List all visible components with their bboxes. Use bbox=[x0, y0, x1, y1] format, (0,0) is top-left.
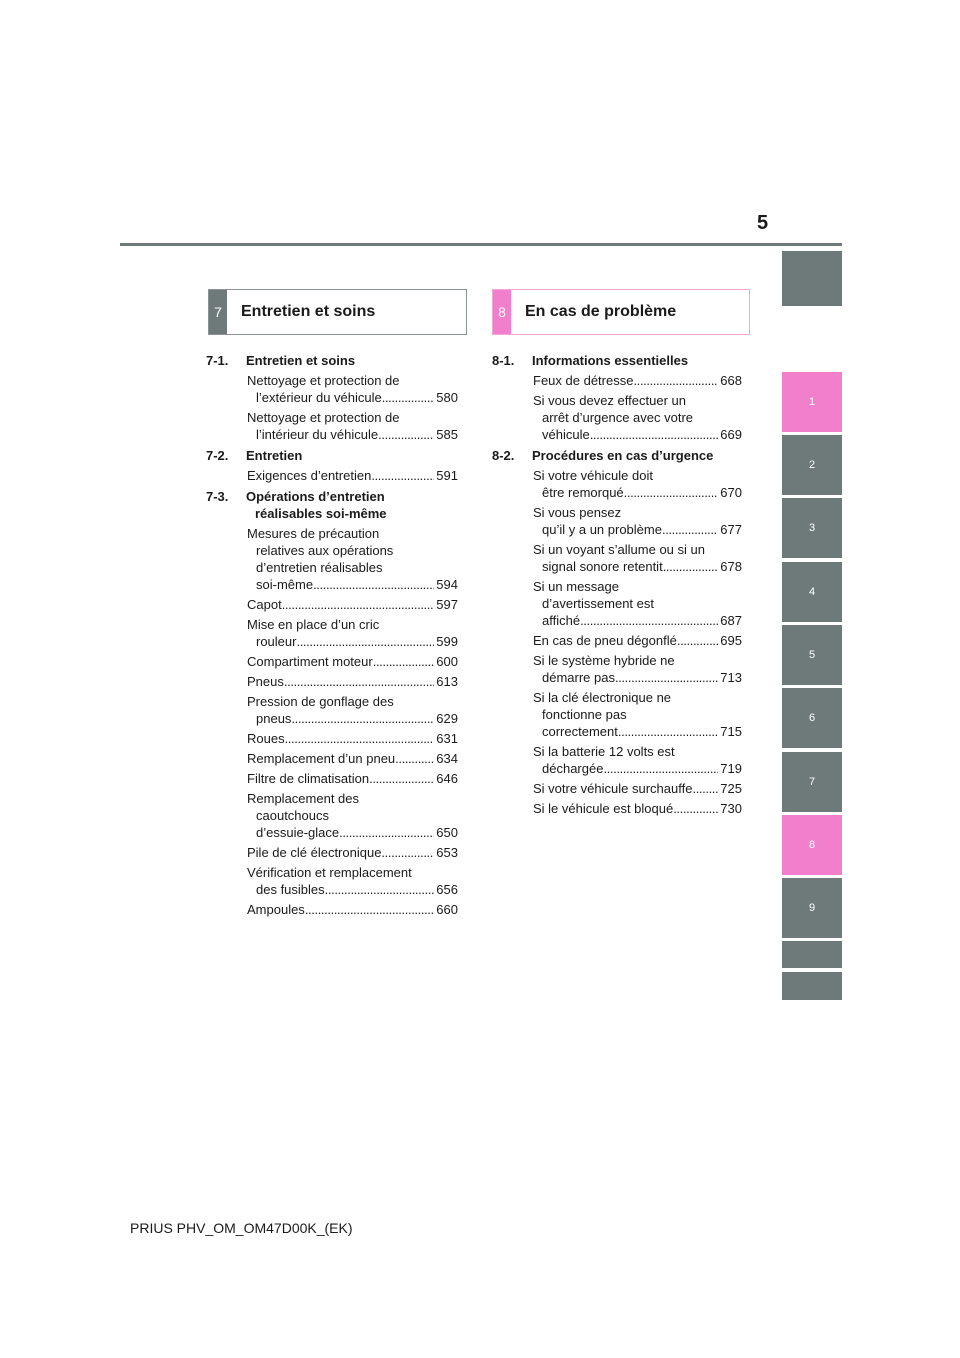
toc-entry-text: Roues bbox=[247, 731, 285, 746]
toc-entry-page: 713 bbox=[720, 670, 742, 685]
toc-leader-dots bbox=[633, 372, 718, 389]
toc-section-number: 7-1. bbox=[206, 353, 229, 368]
toc-leader-dots bbox=[378, 426, 434, 443]
toc-entry-line: arrêt d’urgence avec votre bbox=[542, 410, 694, 425]
toc-entry[interactable] bbox=[247, 525, 458, 593]
toc-entry-page: 585 bbox=[436, 427, 458, 442]
toc-entry-line: Si un message bbox=[533, 579, 619, 594]
toc-leader-dots bbox=[371, 467, 434, 484]
toc-entry[interactable] bbox=[247, 409, 458, 443]
toc-leader-dots bbox=[677, 632, 718, 649]
toc-section-heading bbox=[206, 488, 458, 522]
toc-entry[interactable] bbox=[533, 372, 742, 389]
toc-entry-text: être remorqué bbox=[542, 485, 624, 500]
toc-entry-line: Si le système hybride ne bbox=[533, 653, 675, 668]
chapter-tab-8[interactable]: 8 bbox=[782, 815, 842, 875]
toc-entry-line: Vérification et remplacement bbox=[247, 865, 412, 880]
toc-entry-page: 580 bbox=[436, 390, 458, 405]
toc-entry[interactable] bbox=[247, 730, 458, 747]
toc-leader-dots bbox=[673, 800, 718, 817]
toc-entry[interactable] bbox=[533, 743, 742, 777]
toc-entry-text: déchargée bbox=[542, 761, 604, 776]
toc-leader-dots bbox=[285, 730, 435, 747]
chapter-tab-7[interactable]: 7 bbox=[782, 752, 842, 812]
toc-entry[interactable] bbox=[247, 596, 458, 613]
toc-section-number: 8-1. bbox=[492, 353, 515, 368]
chapter-7-title: Entretien et soins bbox=[241, 303, 376, 320]
toc-entry-last-line bbox=[247, 770, 458, 787]
toc-entry-page: 669 bbox=[720, 427, 742, 442]
toc-entry-page: 594 bbox=[436, 577, 458, 592]
toc-entry-text: Feux de détresse bbox=[533, 373, 634, 388]
toc-section-heading bbox=[206, 447, 458, 464]
toc-entry-last-line bbox=[247, 881, 458, 898]
toc-entry[interactable] bbox=[533, 632, 742, 649]
toc-entry[interactable] bbox=[247, 616, 458, 650]
toc-entry-last-line bbox=[247, 633, 458, 650]
toc-entry-page: 646 bbox=[436, 771, 458, 786]
toc-leader-dots bbox=[692, 780, 718, 797]
toc-entry[interactable] bbox=[247, 467, 458, 484]
toc-entry-text: Exigences d’entretien bbox=[247, 468, 372, 483]
toc-section-title bbox=[246, 447, 458, 464]
toc-entry-text: Compartiment moteur bbox=[247, 654, 373, 669]
toc-leader-dots bbox=[284, 673, 434, 690]
toc-entry-line: Si vous devez effectuer un bbox=[533, 393, 686, 408]
toc-entry-page: 678 bbox=[720, 559, 742, 574]
toc-entry-last-line bbox=[247, 426, 458, 443]
toc-entry-page: 591 bbox=[436, 468, 458, 483]
toc-section-title-line: réalisables soi-même bbox=[255, 506, 387, 521]
toc-entry-text: rouleur bbox=[256, 634, 297, 649]
toc-entry-last-line bbox=[247, 750, 458, 767]
toc-entry-line: d’avertissement est bbox=[542, 596, 654, 611]
toc-entry-text: qu’il y a un problème bbox=[542, 522, 662, 537]
toc-section-heading bbox=[492, 447, 742, 464]
toc-section-heading bbox=[206, 352, 458, 369]
toc-entry-last-line bbox=[247, 653, 458, 670]
toc-leader-dots bbox=[305, 901, 434, 918]
toc-leader-dots bbox=[313, 576, 434, 593]
top-rule bbox=[120, 243, 842, 246]
toc-entry-text: l’intérieur du véhicule bbox=[256, 427, 379, 442]
chapter-tab-2[interactable]: 2 bbox=[782, 435, 842, 495]
toc-entry-line: Si votre véhicule doit bbox=[533, 468, 653, 483]
toc-entry-page: 653 bbox=[436, 845, 458, 860]
chapter-tab-4[interactable]: 4 bbox=[782, 562, 842, 622]
toc-entry-text: Filtre de climatisation bbox=[247, 771, 370, 786]
toc-entry[interactable] bbox=[533, 467, 742, 501]
toc-section-number: 7-3. bbox=[206, 489, 229, 504]
toc-entry-text: des fusibles bbox=[256, 882, 325, 897]
toc-entry-page: 597 bbox=[436, 597, 458, 612]
toc-entry[interactable] bbox=[247, 901, 458, 918]
toc-entry-page: 634 bbox=[436, 751, 458, 766]
toc-entry[interactable] bbox=[533, 800, 742, 817]
toc-leader-dots bbox=[382, 389, 435, 406]
toc-entry-page: 695 bbox=[720, 633, 742, 648]
toc-entry[interactable] bbox=[533, 504, 742, 538]
toc-leader-dots bbox=[624, 484, 719, 501]
chapter-tab-9[interactable]: 9 bbox=[782, 878, 842, 938]
toc-entry-last-line bbox=[533, 800, 742, 817]
chapter-8-title: En cas de problème bbox=[525, 303, 677, 320]
toc-leader-dots bbox=[662, 521, 718, 538]
toc-section-heading bbox=[492, 352, 742, 369]
toc-entry-last-line bbox=[533, 426, 742, 443]
toc-entry-last-line bbox=[247, 710, 458, 727]
toc-leader-dots bbox=[282, 596, 435, 613]
toc-leader-dots bbox=[663, 558, 719, 575]
toc-entry-last-line bbox=[533, 521, 742, 538]
chapter-7-number: 7 bbox=[209, 290, 227, 334]
toc-section-number: 7-2. bbox=[206, 448, 229, 463]
toc-leader-dots bbox=[580, 612, 718, 629]
toc-entry-page: 677 bbox=[720, 522, 742, 537]
toc-entry-page: 600 bbox=[436, 654, 458, 669]
toc-entry[interactable] bbox=[247, 372, 458, 406]
toc-entry-page: 670 bbox=[720, 485, 742, 500]
blank-tab[interactable] bbox=[782, 972, 842, 1000]
toc-entry-line: d’entretien réalisables bbox=[256, 560, 383, 575]
toc-entry-page: 687 bbox=[720, 613, 742, 628]
toc-section-title-line: Opérations d’entretien bbox=[246, 489, 385, 504]
toc-leader-dots bbox=[291, 710, 434, 727]
chapter-7-header[interactable] bbox=[208, 289, 467, 335]
toc-section-number: 8-2. bbox=[492, 448, 515, 463]
toc-entry[interactable] bbox=[247, 673, 458, 690]
toc-entry-text: d’essuie-glace bbox=[256, 825, 340, 840]
toc-entry-last-line bbox=[533, 760, 742, 777]
chapter-tab-5[interactable]: 5 bbox=[782, 625, 842, 685]
toc-entry-text: démarre pas bbox=[542, 670, 615, 685]
toc-entry[interactable] bbox=[247, 750, 458, 767]
chapter-tab-1[interactable]: 1 bbox=[782, 372, 842, 432]
toc-entry-page: 656 bbox=[436, 882, 458, 897]
toc-entry-page: 631 bbox=[436, 731, 458, 746]
toc-entry[interactable] bbox=[247, 844, 458, 861]
toc-leader-dots bbox=[373, 653, 435, 670]
toc-entry-last-line bbox=[247, 389, 458, 406]
toc-entry-line: Si la batterie 12 volts est bbox=[533, 744, 675, 759]
toc-leader-dots bbox=[618, 723, 718, 740]
toc-entry-last-line bbox=[533, 372, 742, 389]
toc-entry[interactable] bbox=[247, 770, 458, 787]
toc-entry-text: Ampoules bbox=[247, 902, 305, 917]
footer-document-code: PRIUS PHV_OM_OM47D00K_(EK) bbox=[130, 1220, 353, 1236]
toc-entry-text: Si le véhicule est bloqué bbox=[533, 801, 674, 816]
toc-entry-text: véhicule bbox=[542, 427, 590, 442]
toc-entry-line: Si la clé électronique ne bbox=[533, 690, 672, 705]
chapter-8-toc bbox=[492, 352, 742, 817]
toc-entry[interactable] bbox=[533, 780, 742, 797]
toc-entry-last-line bbox=[247, 844, 458, 861]
toc-entry-page: 599 bbox=[436, 634, 458, 649]
toc-entry[interactable] bbox=[533, 689, 742, 740]
chapter-tab-6[interactable]: 6 bbox=[782, 688, 842, 748]
toc-entry[interactable] bbox=[247, 693, 458, 727]
toc-entry-last-line bbox=[247, 467, 458, 484]
toc-entry[interactable] bbox=[533, 652, 742, 686]
toc-entry-page: 725 bbox=[720, 781, 742, 796]
toc-entry-line: relatives aux opérations bbox=[256, 543, 394, 558]
blank-tab[interactable] bbox=[782, 251, 842, 306]
toc-entry-page: 730 bbox=[720, 801, 742, 816]
chapter-8-number: 8 bbox=[493, 290, 511, 334]
chapter-7-toc bbox=[206, 352, 458, 918]
toc-entry-line: fonctionne pas bbox=[542, 707, 627, 722]
toc-entry-line: Pression de gonflage des bbox=[247, 694, 394, 709]
toc-entry-line: Si vous pensez bbox=[533, 505, 622, 520]
toc-entry-last-line bbox=[247, 824, 458, 841]
toc-entry-text: correctement bbox=[542, 724, 618, 739]
toc-entry-text: Si votre véhicule surchauffe bbox=[533, 781, 693, 796]
toc-section-title-line: Informations essentielles bbox=[532, 353, 689, 368]
toc-entry-line: Mesures de précaution bbox=[247, 526, 380, 541]
toc-entry-last-line bbox=[533, 723, 742, 740]
toc-leader-dots bbox=[381, 844, 434, 861]
toc-entry[interactable] bbox=[533, 578, 742, 629]
toc-entry-text: affiché bbox=[542, 613, 581, 628]
toc-entry-text: signal sonore retentit bbox=[542, 559, 663, 574]
toc-entry-text: Pneus bbox=[247, 674, 284, 689]
toc-section-title-line: Entretien et soins bbox=[246, 353, 356, 368]
toc-entry-text: pneus bbox=[256, 711, 292, 726]
toc-entry-line: Nettoyage et protection de bbox=[247, 373, 400, 388]
toc-leader-dots bbox=[395, 750, 434, 767]
toc-entry[interactable] bbox=[533, 541, 742, 575]
toc-entry-line: Mise en place d’un cric bbox=[247, 617, 380, 632]
toc-entry-page: 650 bbox=[436, 825, 458, 840]
toc-entry-text: soi-même bbox=[256, 577, 314, 592]
toc-leader-dots bbox=[296, 633, 434, 650]
toc-entry[interactable] bbox=[533, 392, 742, 443]
toc-section-title-line: Procédures en cas d’urgence bbox=[532, 448, 714, 463]
toc-entry-page: 660 bbox=[436, 902, 458, 917]
toc-entry-text: En cas de pneu dégonflé bbox=[533, 633, 677, 648]
toc-section-title-line: Entretien bbox=[246, 448, 303, 463]
toc-entry-last-line bbox=[247, 576, 458, 593]
toc-entry-last-line bbox=[247, 673, 458, 690]
toc-entry[interactable] bbox=[247, 864, 458, 898]
toc-entry-last-line bbox=[247, 730, 458, 747]
toc-entry-text: Remplacement d’un pneu bbox=[247, 751, 396, 766]
toc-section-title bbox=[246, 352, 458, 369]
toc-leader-dots bbox=[615, 669, 718, 686]
toc-entry-last-line bbox=[533, 558, 742, 575]
chapter-tab-3[interactable]: 3 bbox=[782, 498, 842, 558]
toc-entry-line: Si un voyant s’allume ou si un bbox=[533, 542, 705, 557]
toc-leader-dots bbox=[325, 881, 435, 898]
toc-entry-line: Remplacement des bbox=[247, 791, 359, 806]
toc-entry[interactable] bbox=[247, 653, 458, 670]
chapter-8-header[interactable] bbox=[492, 289, 750, 335]
toc-leader-dots bbox=[369, 770, 434, 787]
toc-entry-page: 613 bbox=[436, 674, 458, 689]
toc-entry-line: caoutchoucs bbox=[256, 808, 329, 823]
toc-leader-dots bbox=[603, 760, 718, 777]
toc-entry-last-line bbox=[533, 612, 742, 629]
toc-entry-last-line bbox=[247, 596, 458, 613]
toc-leader-dots bbox=[339, 824, 434, 841]
toc-entry-page: 715 bbox=[720, 724, 742, 739]
toc-entry-last-line bbox=[247, 901, 458, 918]
toc-entry-text: l’extérieur du véhicule bbox=[256, 390, 382, 405]
toc-entry-page: 719 bbox=[720, 761, 742, 776]
toc-section-title bbox=[246, 488, 458, 522]
toc-section-title bbox=[532, 352, 742, 369]
toc-entry-page: 668 bbox=[720, 373, 742, 388]
toc-leader-dots bbox=[590, 426, 719, 443]
page-number: 5 bbox=[757, 212, 769, 234]
toc-entry-text: Pile de clé électronique bbox=[247, 845, 382, 860]
toc-entry-page: 629 bbox=[436, 711, 458, 726]
toc-entry[interactable] bbox=[247, 790, 458, 841]
toc-section-title bbox=[532, 447, 742, 464]
toc-entry-last-line bbox=[533, 632, 742, 649]
toc-entry-line: Nettoyage et protection de bbox=[247, 410, 400, 425]
toc-entry-last-line bbox=[533, 669, 742, 686]
blank-tab[interactable] bbox=[782, 941, 842, 968]
toc-entry-text: Capot bbox=[247, 597, 282, 612]
toc-entry-last-line bbox=[533, 780, 742, 797]
toc-entry-last-line bbox=[533, 484, 742, 501]
